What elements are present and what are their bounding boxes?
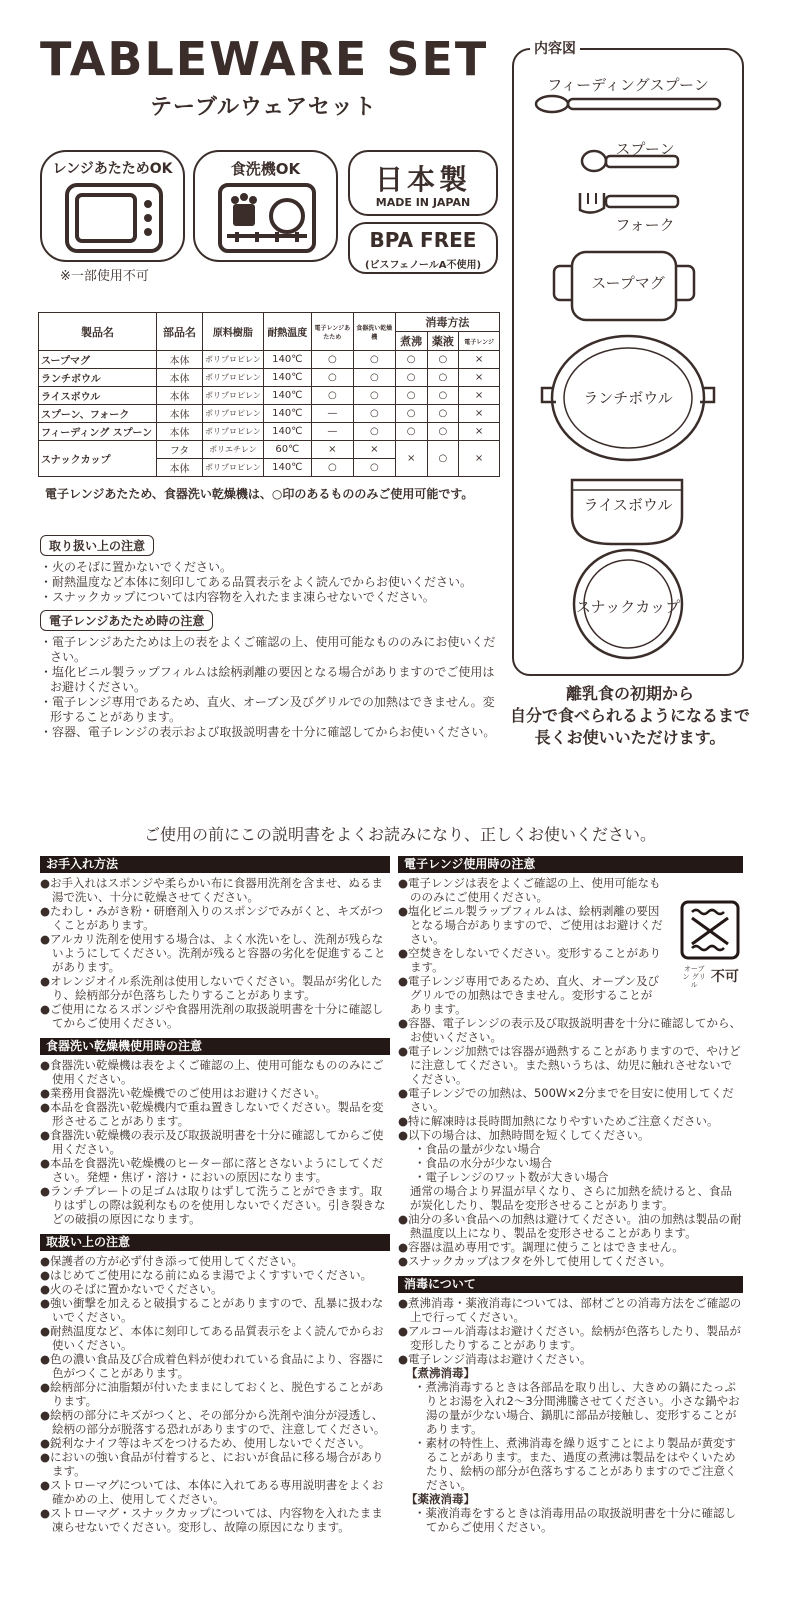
care-title: お手入れ方法 bbox=[40, 856, 390, 873]
microwave-title: 電子レンジ使用時の注意 bbox=[398, 856, 743, 873]
chem-title: 【薬液消毒】 bbox=[406, 1492, 475, 1506]
list-item: ●強い衝撃を加えると破損することがありますので、乱暴に扱わないでください。 bbox=[40, 1296, 384, 1324]
microwave-top-list bbox=[40, 635, 500, 740]
microwave-ok-badge bbox=[40, 150, 185, 262]
list-item: ●容器は温め専用です。調理に使うことはできません。 bbox=[398, 1240, 684, 1254]
label-spoon: スプーン bbox=[615, 140, 675, 158]
list-item: ●ストローマグ・スナックカップについては、内容物を入れたまま凍らせないでください。変形し、故障の原因になります。 bbox=[40, 1506, 383, 1534]
col-chem: 薬液 bbox=[427, 332, 459, 351]
oven-grill-label: オーブン グリル bbox=[682, 965, 706, 989]
list-item: ・電子レンジのワット数が大きい場合 bbox=[414, 1170, 609, 1184]
chem-list bbox=[398, 1506, 743, 1534]
microwave-top-title: 電子レンジあたため時の注意 bbox=[40, 610, 213, 631]
list-item: ●ランチプレートの足ゴムは取りはずして洗うことができます。取りはずしの際は鋭利なものを使用しないでください。引き裂きなどの破損の原因になります。 bbox=[40, 1184, 386, 1226]
label-lunch-bowl: ランチボウル bbox=[583, 389, 673, 407]
list-item: ●以下の場合は、加熱時間を短くしてください。 bbox=[398, 1128, 650, 1142]
list-item: ●アルカリ洗剤を使用する場合は、よく水洗いをし、洗剤が残らないようにしてください。洗剤が残ると容器の劣化を促進することがあります。 bbox=[40, 932, 386, 974]
handling-list bbox=[40, 1254, 390, 1534]
handling-top bbox=[40, 535, 500, 605]
col-resin: 原料樹脂 bbox=[203, 313, 264, 351]
col-disinfect: 消毒方法 bbox=[395, 313, 499, 332]
made-in-japan-en: MADE IN JAPAN bbox=[375, 196, 471, 209]
list-item: ・電子レンジあたためは上の表をよくご確認の上、使用可能なもののみにお使いください。 bbox=[40, 635, 496, 664]
list-item: ●食器洗い乾燥機は表をよくご確認の上、使用可能なもののみにご使用ください。 bbox=[40, 1058, 384, 1086]
boil-list bbox=[398, 1380, 743, 1492]
list-item: ・容器、電子レンジの表示および取扱説明書を十分に確認してからお使いください。 bbox=[40, 725, 496, 739]
dishwasher-ok-badge bbox=[193, 150, 338, 262]
col-boil: 煮沸 bbox=[395, 332, 427, 351]
list-item: ・煮沸消毒するときは各部品を取り出し、大きめの鍋にたっぷりとお湯を入れ2〜3分間沸騰させてください。小さな鍋やお湯の量が少ない場合、鍋肌に部品が接触し、変形することがあります。 bbox=[414, 1380, 740, 1436]
list-item: ・耐熱温度など本体に刻印してある品質表示をよく読んでからお使いください。 bbox=[40, 575, 473, 589]
dishwasher-list bbox=[40, 1058, 390, 1226]
list-item: ●特に解凍時は長時間加熱になりやすいためご注意ください。 bbox=[398, 1114, 719, 1128]
list-item: ・電子レンジ専用であるため、直火、オーブン及びグリルでの加熱はできません。変形することがあります。 bbox=[40, 695, 495, 724]
left-column bbox=[40, 856, 390, 1534]
list-item: ●アルコール消毒はお避けください。絵柄が色落ちしたり、製品が変形したりすることがあります。 bbox=[398, 1324, 741, 1352]
microwave-icon bbox=[64, 182, 164, 254]
table-row: 本体 ポリプロピレン 140℃ ○ ○ bbox=[39, 459, 500, 477]
disinfect-list bbox=[398, 1296, 743, 1366]
spec-table bbox=[38, 312, 500, 477]
table-row: ライスボウル 本体 ポリプロピレン 140℃ ○ ○ ○ ○ × bbox=[39, 387, 500, 405]
spec-note: 電子レンジあたため、食器洗い乾燥機は、○印のあるもののみご使用可能です。 bbox=[45, 487, 474, 501]
no-oven-icon bbox=[678, 898, 742, 962]
microwave-sublist bbox=[398, 1142, 743, 1184]
intro-text: ご使用の前にこの説明書をよくお読みになり、正しくお使いください。 bbox=[143, 825, 656, 844]
list-item: ●電子レンジ専用であるため、直火、オーブン及びグリルでの加熱はできません。変形することがあります。 bbox=[398, 974, 659, 1016]
list-item: ●電子レンジ消毒はお避けください。 bbox=[398, 1352, 592, 1366]
list-item: ・スナックカップについては内容物を入れたまま凍らせないでください。 bbox=[40, 590, 435, 604]
bpa-free-sub: (ビスフェノールA不使用) bbox=[364, 260, 482, 271]
list-item: ●スナックカップはフタを外して使用してください。 bbox=[398, 1254, 672, 1268]
list-item: ●絵柄の部分にキズがつくと、その部分から洗剤や油分が浸透し、絵柄の部分が脱落する恐れがありますので、注意してください。 bbox=[40, 1408, 386, 1436]
contents-title: 内容図 bbox=[530, 38, 580, 58]
handling-top-list bbox=[40, 560, 500, 605]
list-item: ●業務用食器洗い乾燥機でのご使用はお避けください。 bbox=[40, 1086, 327, 1100]
list-item: ●電子レンジ加熱では容器が過熱することがありますので、やけどに注意してください。また熱いうちは、幼児に触れさせないでください。 bbox=[398, 1044, 741, 1086]
list-item: ●容器、電子レンジの表示及び取扱説明書を十分に確認してから、お使いください。 bbox=[398, 1016, 741, 1044]
made-in-japan-badge bbox=[348, 150, 498, 216]
col-dishwasher: 食器洗い乾燥機 bbox=[353, 313, 395, 351]
table-row: スナックカップ フタ ポリエチレン 60℃ × × × ○ × bbox=[39, 441, 500, 459]
list-item: ●保護者の方が必ず付き添って使用してください。 bbox=[40, 1254, 304, 1268]
list-item: ●火のそばに置かないでください。 bbox=[40, 1282, 223, 1296]
disinfect-block bbox=[398, 1296, 743, 1534]
label-snack-cup: スナックカップ bbox=[575, 598, 681, 616]
list-item: ・素材の特性上、煮沸消毒を繰り返すことにより製品が黄変することがあります。また、過度の煮沸は製品をはやくいためたり、絵柄の部分が色落ちすることがありますのでご注意ください。 bbox=[414, 1436, 737, 1492]
list-item: ●ストローマグについては、本体に入れてある専用説明書をよくお確かめの上、使用してください。 bbox=[40, 1478, 384, 1506]
microwave-note: ※一部使用不可 bbox=[60, 269, 149, 284]
list-item: ●においの強い食品が付着すると、においが食品に移る場合があります。 bbox=[40, 1450, 384, 1478]
microwave-top bbox=[40, 610, 500, 740]
list-item: ●お手入れはスポンジや柔らかい布に食器用洗剤を含ませ、ぬるま湯で洗い、十分に乾燥させてください。 bbox=[40, 876, 383, 904]
list-item: ・火のそばに置かないでください。 bbox=[40, 560, 233, 574]
slogan: 離乳食の初期から 自分で食べられるようになるまで 長くお使いいただけます。 bbox=[509, 684, 750, 747]
label-feeding-spoon: フィーディングスプーン bbox=[547, 76, 709, 94]
dishwasher-ok-label: 食洗機OK bbox=[230, 160, 301, 178]
handling-title: 取扱い上の注意 bbox=[40, 1234, 390, 1251]
list-item: ●オレンジオイル系洗剤は使用しないでください。製品が劣化したり、絵柄部分が色落ちしたりすることがあります。 bbox=[40, 974, 383, 1002]
page-subtitle: テーブルウェアセット bbox=[150, 95, 377, 120]
list-item: ・食品の水分が少ない場合 bbox=[414, 1156, 552, 1170]
handling-top-title: 取り扱い上の注意 bbox=[40, 535, 154, 556]
col-heat: 耐熱温度 bbox=[263, 313, 311, 351]
label-soup-mug: スープマグ bbox=[591, 274, 665, 292]
made-in-japan-jp: 日本製 bbox=[374, 163, 471, 196]
col-microwave: 電子レンジあたため bbox=[311, 313, 353, 351]
col-mw-dis: 電子レンジ bbox=[459, 332, 500, 351]
list-item: ●電子レンジでの加熱は、500W×2分までを目安に使用してください。 bbox=[398, 1086, 734, 1114]
care-list bbox=[40, 876, 390, 1030]
label-rice-bowl: ライスボウル bbox=[583, 496, 673, 514]
dishwasher-icon bbox=[217, 182, 317, 254]
col-product: 製品名 bbox=[39, 313, 157, 351]
page-title: TABLEWARE SET bbox=[40, 32, 489, 86]
list-item: ●塩化ビニル製ラップフィルムは、絵柄剥離の要因となる場合がありますので、ご使用はお避けください。 bbox=[398, 904, 663, 946]
dishwasher-title: 食器洗い乾燥機使用時の注意 bbox=[40, 1038, 390, 1055]
list-item: ●電子レンジは表をよくご確認の上、使用可能なもののみにご使用ください。 bbox=[398, 876, 661, 904]
microwave-block bbox=[398, 876, 743, 1268]
microwave-ok-label: レンジあたためOK bbox=[52, 161, 173, 177]
list-item: ●食器洗い乾燥機の表示及び取扱説明書を十分に確認してからご使用ください。 bbox=[40, 1128, 384, 1156]
bpa-free-badge bbox=[348, 222, 498, 274]
spec-header-row bbox=[39, 313, 500, 332]
feeding-spoon-icon bbox=[536, 96, 720, 112]
right-column bbox=[398, 856, 743, 1534]
no-oven-grill-mark bbox=[677, 898, 743, 989]
table-row: フィーディング スプーン 本体 ポリプロピレン 140℃ — ○ ○ ○ × bbox=[39, 423, 500, 441]
fork-icon bbox=[580, 193, 678, 213]
list-item: ●耐熱温度など、本体に刻印してある品質表示をよく読んでからお使いください。 bbox=[40, 1324, 384, 1352]
col-part: 部品名 bbox=[157, 313, 203, 351]
list-item: ●はじめてご使用になる前にぬるま湯でよくすすいでください。 bbox=[40, 1268, 373, 1282]
disinfect-title: 消毒について bbox=[398, 1276, 743, 1293]
no-label: 不可 bbox=[710, 969, 739, 985]
list-item: ●空焚きをしないでください。変形することがあります。 bbox=[398, 946, 662, 974]
table-row: スプーン、フォーク 本体 ポリプロピレン 140℃ — ○ ○ ○ × bbox=[39, 405, 500, 423]
label-fork: フォーク bbox=[615, 216, 675, 234]
list-item: ●絵柄部分に油脂類が付いたままにしておくと、脱色することがあります。 bbox=[40, 1380, 384, 1408]
microwave-list2 bbox=[398, 1212, 743, 1268]
list-item: ・塩化ビニル製ラップフィルムは絵柄剥離の要因となる場合がありますのでご使用はお避けください。 bbox=[40, 665, 495, 694]
list-item: ●ご使用になるスポンジや食器用洗剤の取扱説明書を十分に確認してからご使用ください。 bbox=[40, 1002, 384, 1030]
boil-title: 【煮沸消毒】 bbox=[406, 1366, 475, 1380]
list-item: ●煮沸消毒・薬液消毒については、部材ごとの消毒方法をご確認の上で行ってください。 bbox=[398, 1296, 742, 1324]
list-item: ●鋭利なナイフ等はキズをつけるため、使用しないでください。 bbox=[40, 1436, 371, 1450]
list-item: ●油分の多い食品への加熱は避けてください。油の加熱は製品の耐熱温度以上になり、製品を変形させることがあります。 bbox=[398, 1212, 742, 1240]
table-row: ランチボウル 本体 ポリプロピレン 140℃ ○ ○ ○ ○ × bbox=[39, 369, 500, 387]
list-item: ●本品を食器洗い乾燥機内で重ね置きしないでください。製品を変形させることがあります。 bbox=[40, 1100, 384, 1128]
bpa-free-label: BPA FREE bbox=[369, 228, 477, 252]
list-item: ●本品を食器洗い乾燥機のヒーター部に落とさないようにしてください。発煙・焦げ・溶け・においの原因になります。 bbox=[40, 1156, 384, 1184]
microwave-after: 通常の場合より昇温が早くなり、さらに加熱を続けると、食品が炭化したり、製品を変形させることがあります。 bbox=[410, 1184, 732, 1212]
list-item: ●たわし・みがき粉・研磨剤入りのスポンジでみがくと、キズがつくことがあります。 bbox=[40, 904, 384, 932]
table-row: スープマグ 本体 ポリプロピレン 140℃ ○ ○ ○ ○ × bbox=[39, 351, 500, 369]
list-item: ●色の濃い食品及び合成着色料が使われている食品により、容器に色がつくことがあります。 bbox=[40, 1352, 384, 1380]
list-item: ・薬液消毒をするときは消毒用品の取扱説明書を十分に確認してからご使用ください。 bbox=[414, 1506, 736, 1534]
list-item: ・食品の量が少ない場合 bbox=[414, 1142, 541, 1156]
